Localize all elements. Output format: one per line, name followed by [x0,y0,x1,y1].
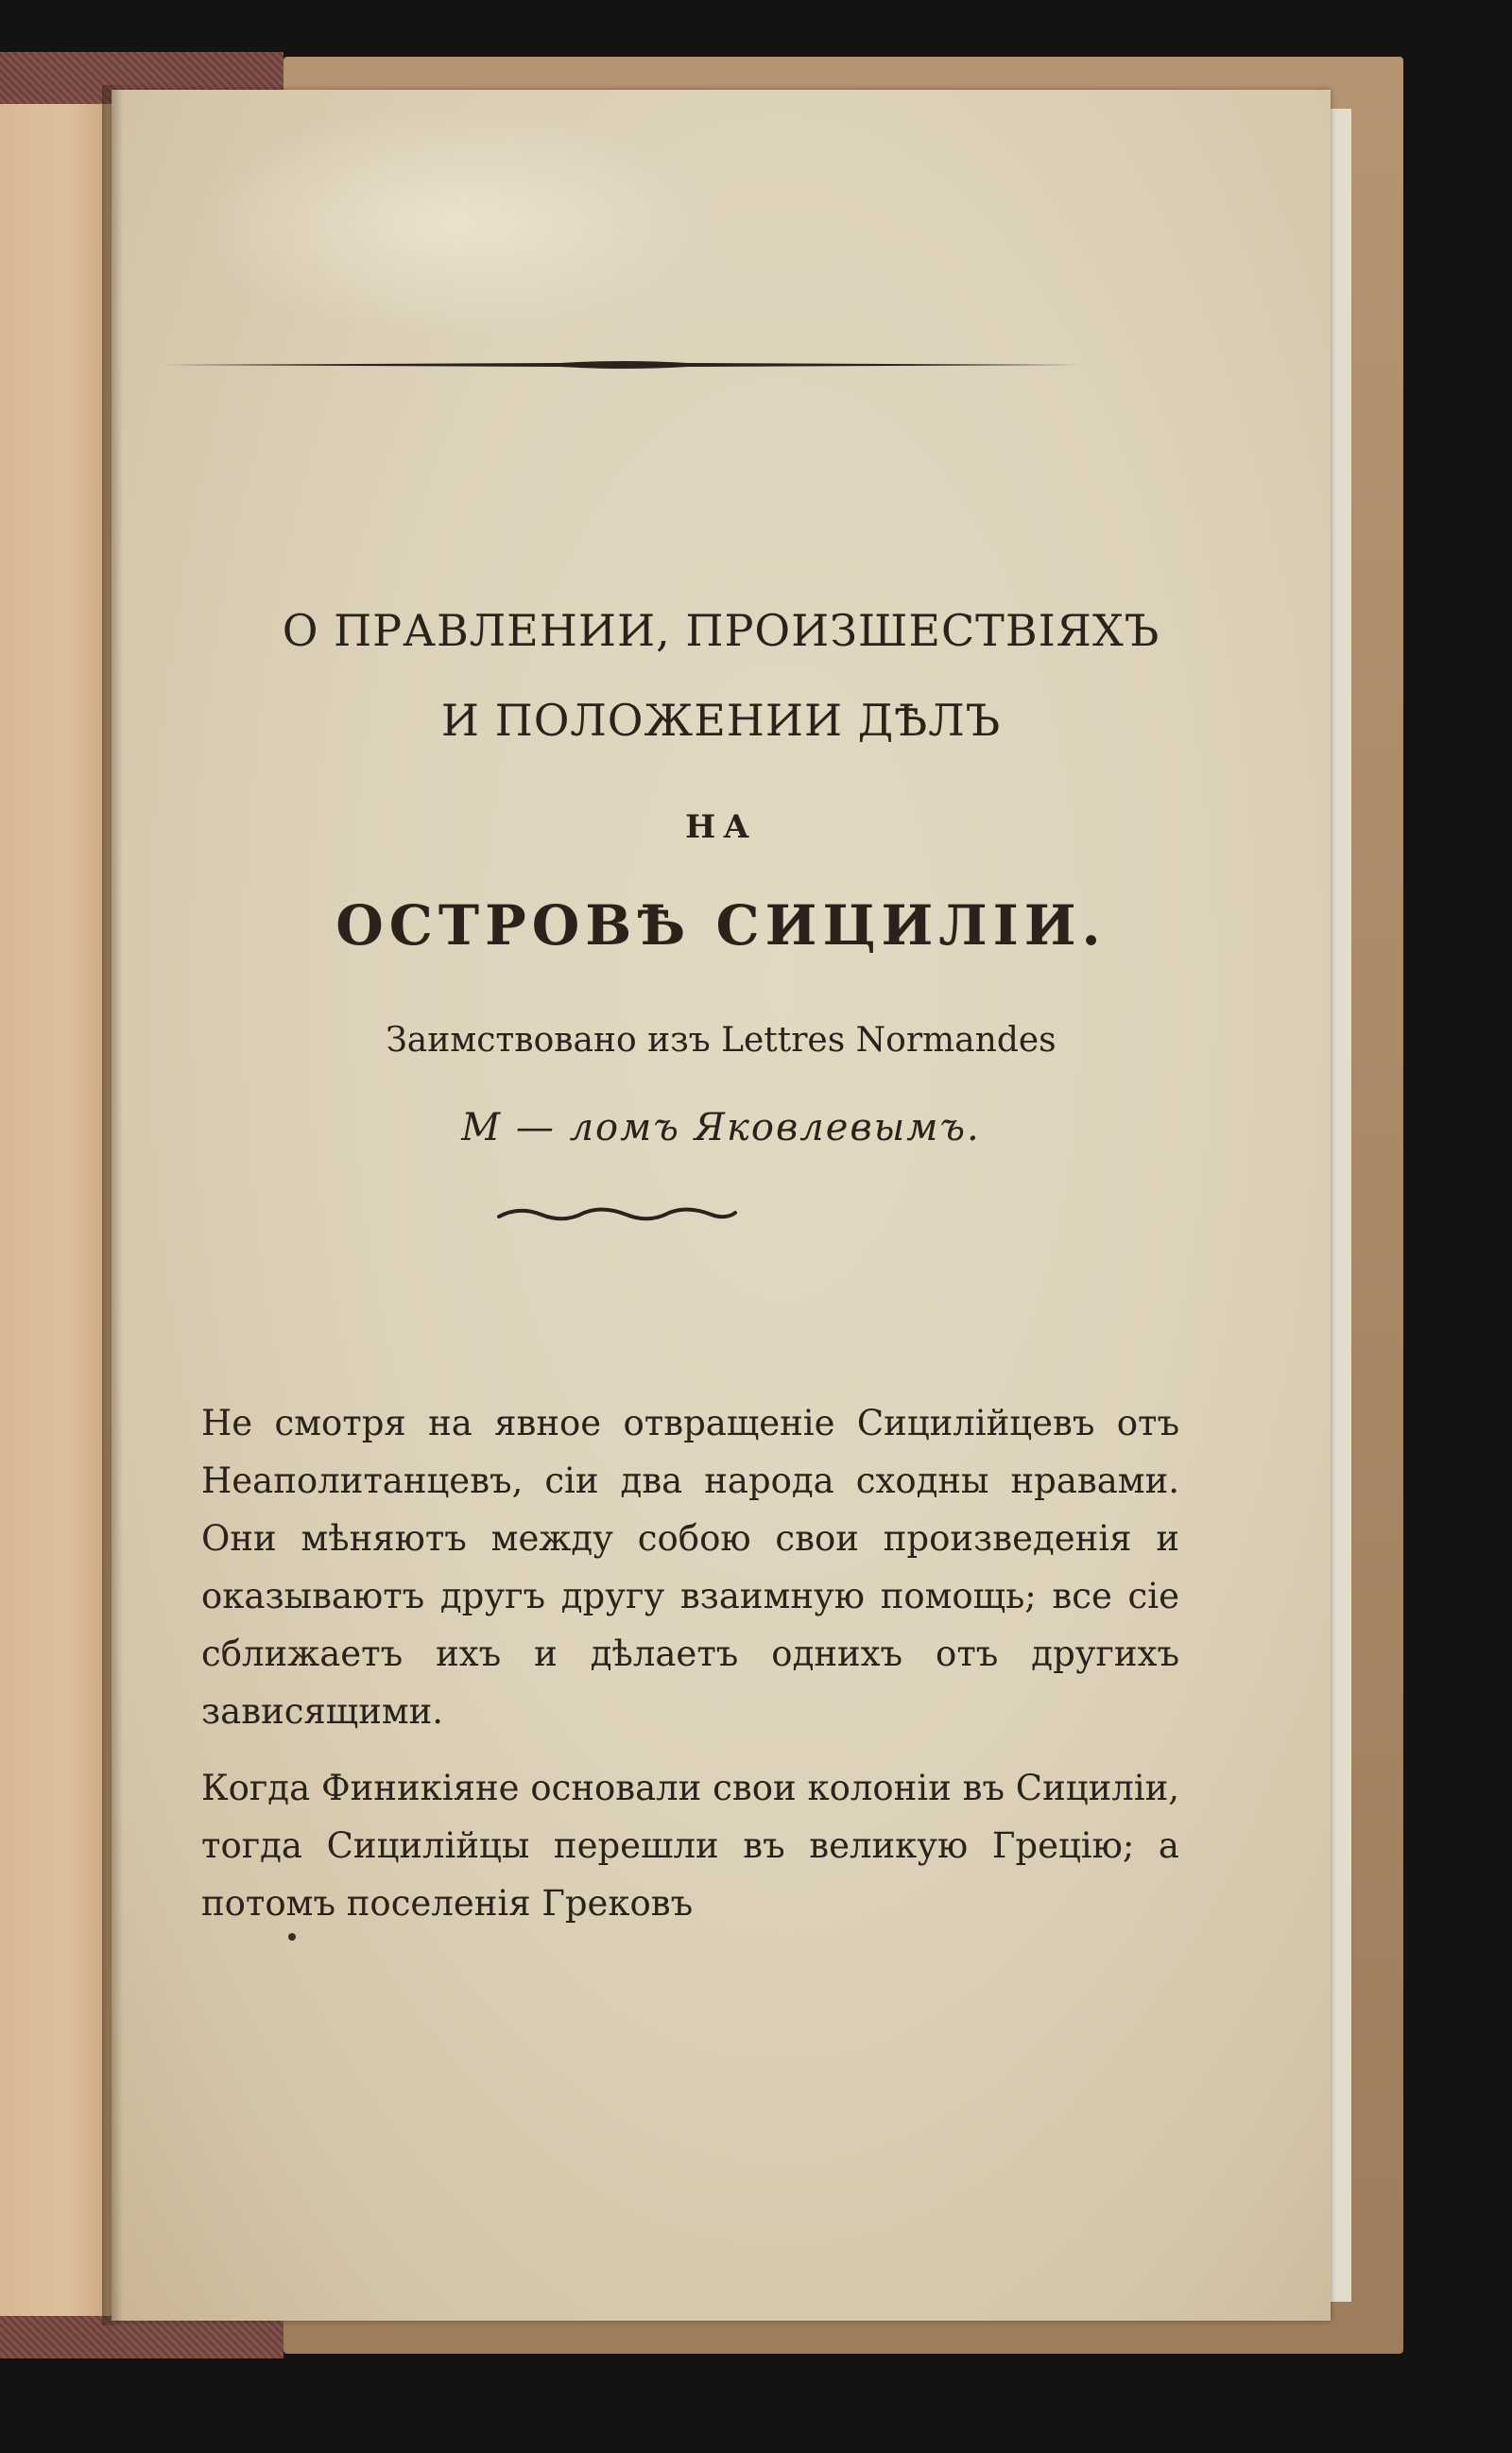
source-line: Заимствовано изъ Lettres Normandes [386,1021,1057,1060]
paragraph-1: Не смотря на явное отвращенiе Сицилiйцевъ отъ Неаполитанцевъ, сiи два народа сходны нравами. Они мѣняютъ между собою свои произведенiя и оказываютъ другъ другу взаимную помощь; все сiе сближаетъ ихъ и дѣлаетъ однихъ отъ другихъ зависящими. [201,1403,1179,1732]
title-line-2: И ПОЛОЖЕНИИ ДѢЛЪ [440,695,1002,746]
page-content [112,90,1331,2321]
page-edge [1331,109,1351,2302]
title-line-1: О ПРАВЛЕНИИ, ПРОИЗШЕСТВIЯХЪ [282,605,1160,656]
paragraph-2: Когда Финикiяне основали свои колонiи въ Сицилiи, тогда Сицилiйцы перешли въ великую Грецiю; а потомъ поселенiя Грековъ [201,1768,1179,1924]
translator-line: М — ломъ Яковлевымъ. [461,1106,981,1149]
ink-dot [288,1933,296,1941]
flourish-ornament [494,1205,740,1224]
title-line-3: НА [685,808,757,846]
title-rule [163,359,1085,371]
left-leaf [0,104,112,2316]
body-text [201,1394,1179,1951]
title-line-4: ОСТРОВѢ СИЦИЛIИ. [335,893,1107,958]
